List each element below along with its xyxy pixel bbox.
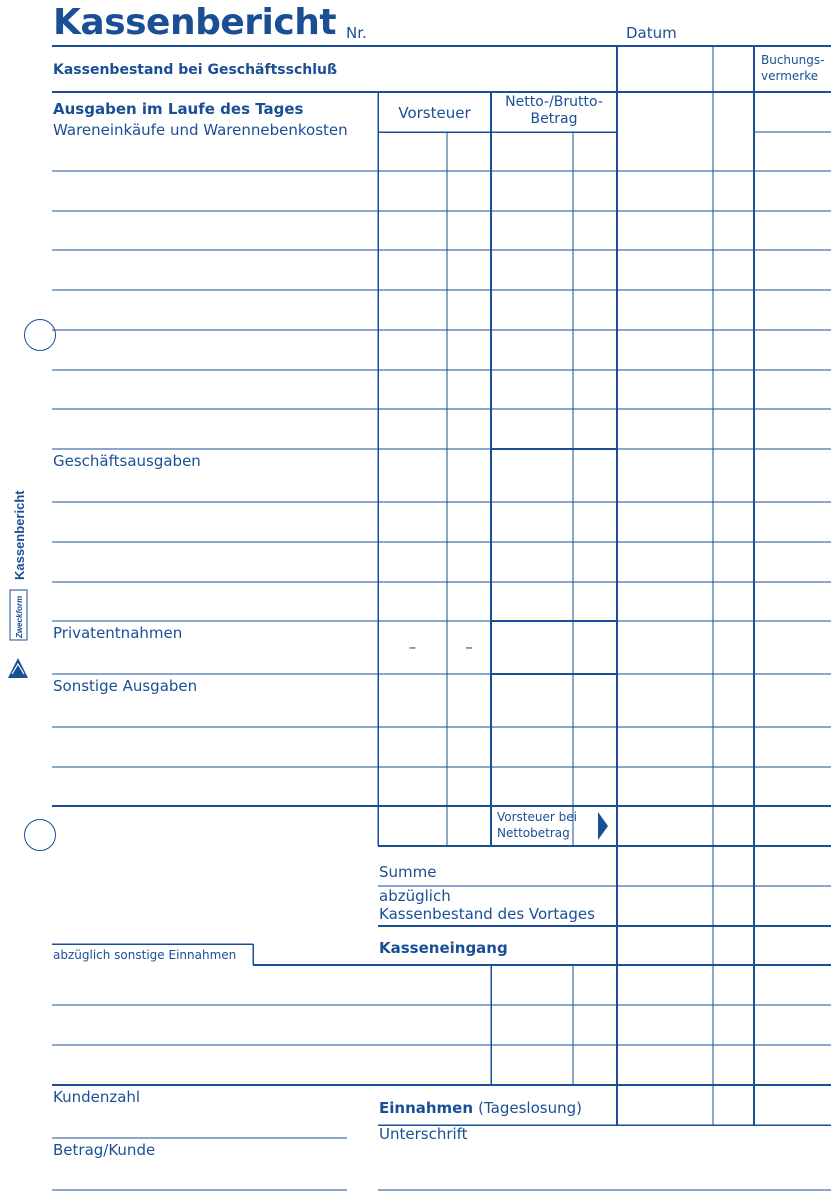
vorsteuer-dash-2: – bbox=[465, 638, 473, 656]
einnahmen-rest: (Tageslosung) bbox=[478, 1099, 582, 1117]
nr-label: Nr. bbox=[346, 24, 367, 42]
einnahmen-bold: Einnahmen bbox=[379, 1099, 474, 1117]
abzueglich-label: abzüglich bbox=[379, 887, 451, 905]
ausgaben-subheading: Wareneinkäufe und Warennebenkosten bbox=[53, 121, 348, 139]
datum-label: Datum bbox=[626, 24, 677, 42]
buchungsvermerke-label-2: vermerke bbox=[761, 69, 819, 83]
kassenbestand-label: Kassenbestand bei Geschäftsschluß bbox=[53, 62, 338, 78]
netto-brutto-header-2: Betrag bbox=[530, 111, 578, 127]
betrag-kunde-label: Betrag/Kunde bbox=[53, 1141, 156, 1159]
vorsteuer-header: Vorsteuer bbox=[398, 104, 471, 122]
sonstige-ausgaben-label: Sonstige Ausgaben bbox=[53, 677, 198, 695]
sidebar-vertical-title: Kassenbericht bbox=[12, 490, 27, 580]
privatentnahmen-label: Privatentnahmen bbox=[53, 624, 183, 642]
kundenzahl-label: Kundenzahl bbox=[53, 1088, 141, 1106]
page-title: Kassenbericht bbox=[53, 2, 337, 43]
punch-hole-top bbox=[24, 319, 56, 351]
buchungsvermerke-label-1: Buchungs- bbox=[761, 53, 825, 67]
geschaeftsausgaben-label: Geschäftsausgaben bbox=[53, 452, 201, 470]
kasseneingang-label: Kasseneingang bbox=[379, 939, 508, 957]
vorsteuer-dash-1: – bbox=[408, 638, 417, 656]
triangle-logo-icon bbox=[8, 658, 28, 678]
kassenbestand-vortag-label: Kassenbestand des Vortages bbox=[379, 905, 595, 923]
einnahmen-label bbox=[379, 1100, 582, 1116]
netto-brutto-header-1: Netto-/Brutto- bbox=[505, 94, 603, 110]
abzueglich-sonstige-label: abzüglich sonstige Einnahmen bbox=[53, 948, 237, 962]
arrow-right-icon bbox=[598, 812, 608, 840]
sidebar-branding bbox=[2, 480, 32, 700]
summe-label: Summe bbox=[379, 863, 437, 881]
unterschrift-label: Unterschrift bbox=[379, 1125, 468, 1143]
ausgaben-heading: Ausgaben im Laufe des Tages bbox=[53, 100, 304, 118]
vorsteuer-bei-label-2: Nettobetrag bbox=[497, 826, 570, 840]
punch-hole-bottom bbox=[24, 819, 56, 851]
vorsteuer-bei-label-1: Vorsteuer bei bbox=[497, 810, 577, 824]
sidebar-brand: Zweckform bbox=[15, 595, 24, 638]
